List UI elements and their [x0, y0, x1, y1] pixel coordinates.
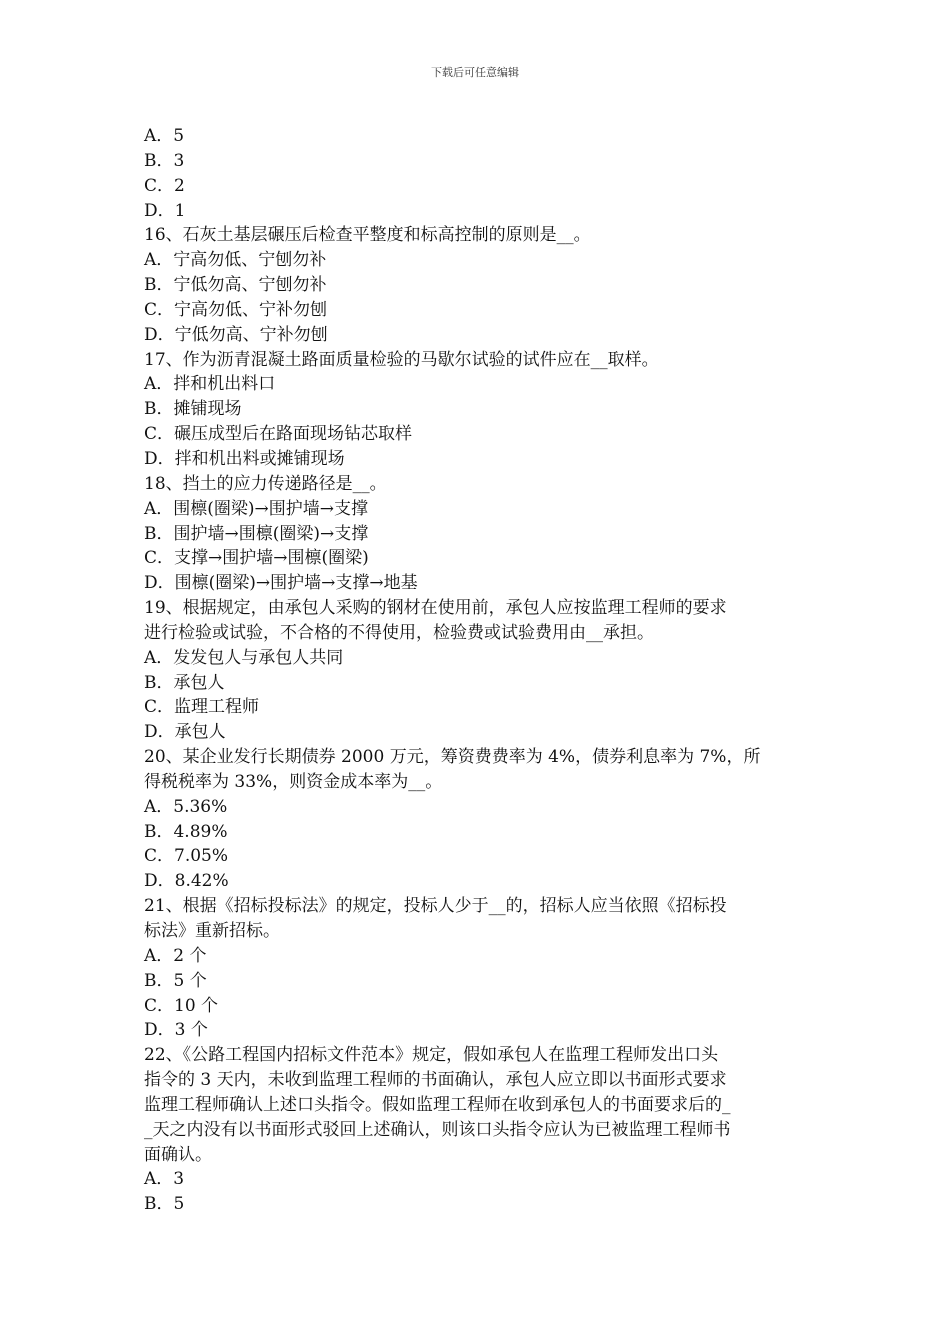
page-header-note: 下载后可任意编辑 [431, 66, 519, 79]
text-line: B．4.89% [144, 821, 228, 842]
text-line: C．7.05% [144, 846, 229, 867]
text-line: D．8.42% [144, 871, 229, 892]
text-line: C．监理工程师 [144, 697, 260, 718]
text-line: 指令的 3 天内，未收到监理工程师的书面确认，承包人应立即以书面形式要求 [144, 1070, 727, 1091]
text-line: _天之内没有以书面形式驳回上述确认，则该口头指令应认为已被监理工程师书 [144, 1119, 731, 1140]
text-line: A．5.36% [144, 796, 228, 817]
text-line: C．支撑→围护墙→围檩(圈梁) [144, 548, 369, 569]
text-line: C．2 [144, 175, 185, 196]
text-line: D．围檩(圈梁)→围护墙→支撑→地基 [144, 573, 418, 594]
text-line: B．承包人 [144, 672, 225, 693]
document-body [144, 124, 810, 1217]
text-line: A．发发包人与承包人共同 [144, 647, 344, 668]
text-line: B．5 [144, 1194, 185, 1215]
text-line: 22、《公路工程国内招标文件范本》规定，假如承包人在监理工程师发出口头 [144, 1045, 719, 1066]
text-line: 标法》重新招标。 [144, 921, 280, 941]
text-line: D．承包人 [144, 722, 226, 743]
text-line: B．摊铺现场 [144, 399, 242, 420]
text-line: A．5 [144, 126, 185, 146]
text-line: D．宁低勿高、宁补勿刨 [144, 324, 328, 345]
text-line: B．围护墙→围檩(圈梁)→支撑 [144, 523, 369, 544]
text-line: 进行检验或试验，不合格的不得使用，检验费或试验费用由__承担。 [144, 622, 654, 643]
text-line: C．宁高勿低、宁补勿刨 [144, 299, 328, 320]
text-line: B．5 个 [144, 970, 207, 991]
text-line: 17、作为沥青混凝土路面质量检验的马歇尔试验的试件应在__取样。 [144, 349, 659, 370]
text-line: A．宁高勿低、宁刨勿补 [144, 250, 327, 271]
text-line: 20、某企业发行长期债券 2000 万元，筹资费费率为 4%，债券利息率为 7%，所 [144, 747, 761, 768]
text-line: B．3 [144, 150, 185, 171]
text-line: D．拌和机出料或摊铺现场 [144, 448, 345, 469]
text-line: 18、挡土的应力传递路径是__。 [144, 473, 387, 494]
text-line: A．2 个 [144, 945, 207, 966]
text-line: A．拌和机出料口 [144, 374, 276, 395]
text-line: 21、根据《招标投标法》的规定，投标人少于__的，招标人应当依照《招标投 [144, 896, 727, 917]
text-line: 19、根据规定，由承包人采购的钢材在使用前，承包人应按监理工程师的要求 [144, 598, 727, 619]
text-line: C．10 个 [144, 995, 219, 1016]
text-line: 16、石灰土基层碾压后检查平整度和标高控制的原则是__。 [144, 225, 591, 246]
text-line: A．围檩(圈梁)→围护墙→支撑 [144, 498, 369, 519]
text-line: D．1 [144, 200, 186, 221]
text-line: D．3 个 [144, 1020, 208, 1041]
text-line: 监理工程师确认上述口头指令。假如监理工程师在收到承包人的书面要求后的_ [144, 1094, 731, 1115]
text-line: B．宁低勿高、宁刨勿补 [144, 275, 327, 296]
text-line: A．3 [144, 1169, 185, 1190]
text-line: C．碾压成型后在路面现场钻芯取样 [144, 424, 413, 445]
text-line: 面确认。 [144, 1144, 212, 1165]
text-line: 得税税率为 33%，则资金成本率为__。 [144, 771, 443, 792]
